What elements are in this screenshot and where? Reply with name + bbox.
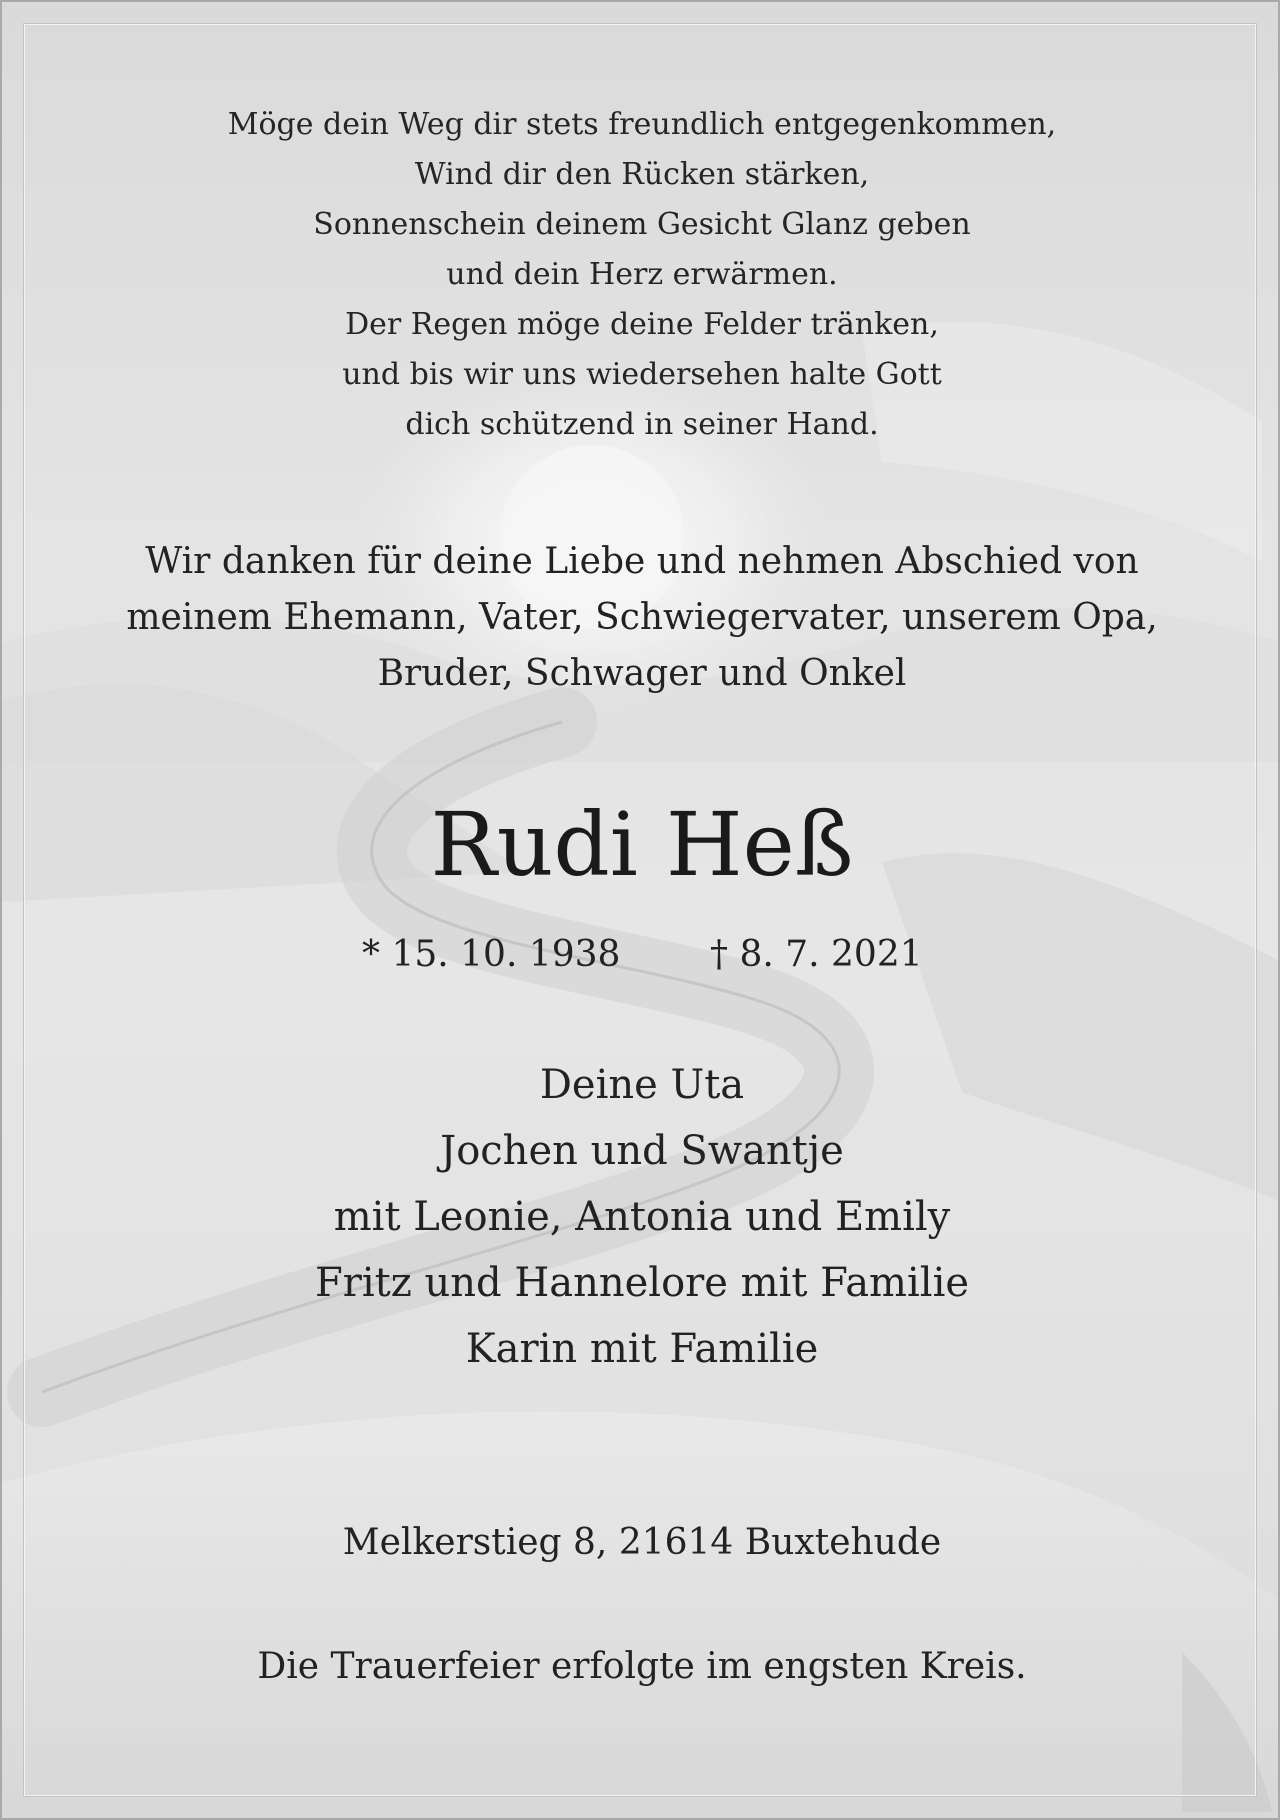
life-dates [2,930,1280,980]
death-date: † 8. 7. 2021 [710,934,923,975]
address-text: Melkerstieg 8, 21614 Buxtehude [342,1522,942,1563]
thanks-text: Wir danken für deine Liebe und nehmen Abschied von meinem Ehemann, Vater, Schwiegervater, unserem Opa, Bruder, Schwager und Onkel [126,541,1158,694]
foreground-sweep [2,1411,1280,1820]
poem-text: Möge dein Weg dir stets freundlich entgegenkommen, Wind dir den Rücken stärken, Sonnenschein deinem Gesicht Glanz geben und dein Herz erwärmen. Der Regen möge deine Felder tränken, und bis wir uns wiedersehen halte Gott dich schützend in seiner Hand. [227,107,1057,442]
deceased-name: Rudi Heß [430,793,854,896]
birth-date: * 15. 10. 1938 [362,934,621,975]
family-signatures: Deine Uta Jochen und Swantje mit Leonie, Antonia und Emily Fritz und Hannelore mit Familie Karin mit Familie [314,1062,970,1372]
ceremony-text: Die Trauerfeier erfolgte im engsten Kreis. [257,1646,1027,1687]
